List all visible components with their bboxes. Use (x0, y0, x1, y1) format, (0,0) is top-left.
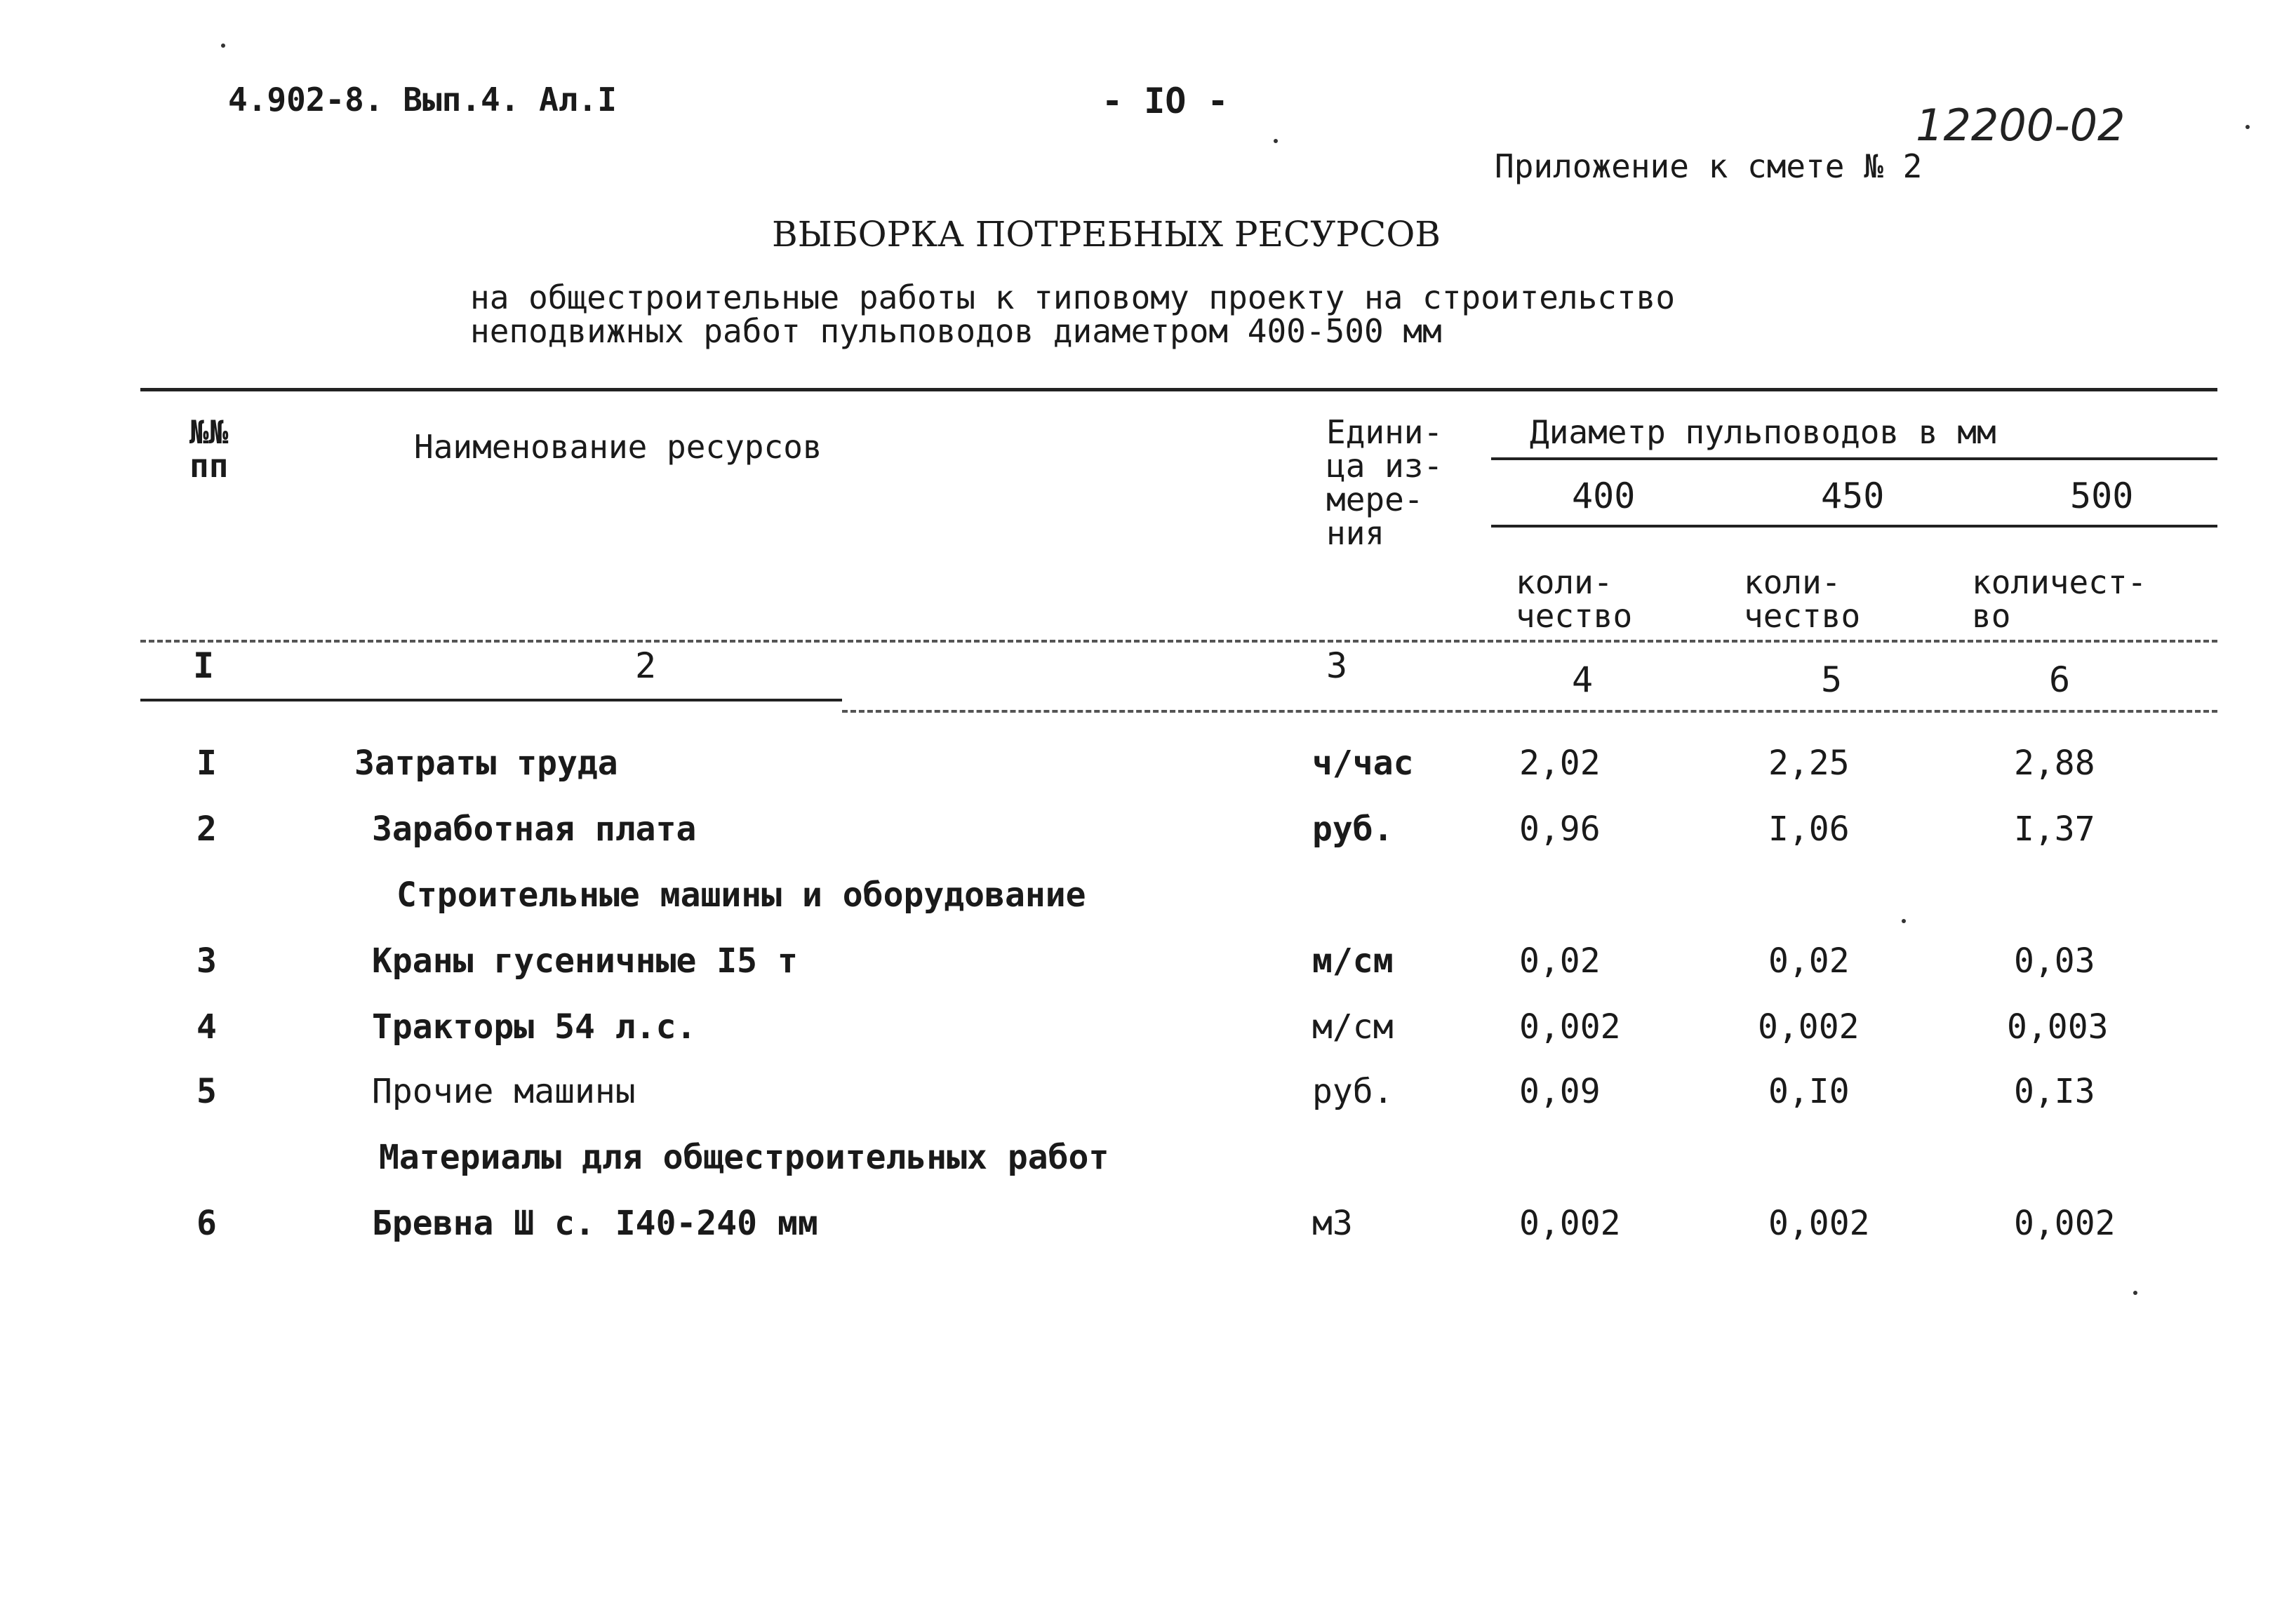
column-number-4: 4 (1572, 659, 1594, 700)
value-450: 2,25 (1768, 744, 1850, 783)
unit: м/см (1312, 941, 1394, 981)
unit: м3 (1312, 1204, 1353, 1243)
row-number: 3 (196, 941, 217, 981)
resource-name: Прочие машины (372, 1072, 636, 1111)
value-400: 0,02 (1519, 941, 1601, 981)
unit: ч/час (1312, 744, 1414, 783)
header-quantity-500: количест- во (1972, 563, 2147, 635)
header-unit: Едини- ца из- мере- ния (1326, 413, 1443, 552)
column-numbers-rule-left (140, 699, 842, 701)
value-400: 0,002 (1519, 1204, 1621, 1243)
scan-speck (1274, 139, 1278, 143)
table-row (0, 744, 2296, 793)
resource-name: Тракторы 54 л.с. (372, 1007, 697, 1047)
header-quantity-400: коли- чество (1516, 563, 1633, 635)
header-diameter-450: 450 (1821, 476, 1885, 516)
scan-speck (2245, 125, 2250, 129)
value-450: I,06 (1768, 810, 1850, 849)
value-400: 2,02 (1519, 744, 1601, 783)
scan-speck (221, 43, 225, 48)
appendix-label: Приложение к смете № 2 (1495, 147, 1923, 185)
table-row (0, 1204, 2296, 1253)
page-subtitle (470, 278, 1676, 350)
unit: м/см (1312, 1007, 1394, 1047)
value-500: 2,88 (2014, 744, 2095, 783)
table-row (0, 941, 2296, 991)
header-number: №№ пп (189, 413, 229, 485)
header-diameter-500: 500 (2070, 476, 2134, 516)
value-500: I,37 (2014, 810, 2095, 849)
value-450: 0,I0 (1768, 1072, 1850, 1111)
diameter-values-rule (1491, 525, 2217, 528)
value-400: 0,002 (1519, 1007, 1621, 1047)
table-top-rule (140, 388, 2217, 391)
unit: руб. (1312, 810, 1394, 849)
table-row (0, 1007, 2296, 1056)
resource-name: Бревна Ш с. I40-240 мм (372, 1204, 818, 1243)
value-500: 0,I3 (2014, 1072, 2095, 1111)
table-row (0, 1072, 2296, 1121)
value-500: 0,03 (2014, 941, 2095, 981)
value-500: 0,002 (2014, 1204, 2116, 1243)
header-diameter-group: Диаметр пульповодов в мм (1530, 413, 1996, 451)
page-number: - IO - (1102, 81, 1229, 121)
resource-name: Заработная плата (372, 810, 697, 849)
value-500: 0,003 (2007, 1007, 2109, 1047)
header-bottom-rule (140, 640, 2217, 643)
section-heading-machines: Строительные машины и оборудование (396, 875, 1086, 915)
header-resource-name: Наименование ресурсов (414, 428, 822, 466)
value-400: 0,96 (1519, 810, 1601, 849)
column-number-6: 6 (2049, 659, 2071, 700)
row-number: 2 (196, 810, 217, 849)
header-quantity-450: коли- чество (1744, 563, 1861, 635)
scan-speck (2133, 1291, 2137, 1295)
row-number: 6 (196, 1204, 217, 1243)
column-numbers-rule-right (842, 710, 2217, 713)
subtitle-line-1: на общестроительные работы к типовому проекту на строительство (470, 278, 1676, 316)
resource-name: Краны гусеничные I5 т (372, 941, 798, 981)
value-450: 0,02 (1768, 941, 1850, 981)
column-number-3: 3 (1326, 645, 1348, 686)
unit: руб. (1312, 1072, 1394, 1111)
handwritten-stamp-number: 12200-02 (1916, 100, 2125, 151)
row-number: 4 (196, 1007, 217, 1047)
value-400: 0,09 (1519, 1072, 1601, 1111)
resource-name: Затраты труда (354, 744, 618, 783)
page-title: ВЫБОРКА ПОТРЕБНЫХ РЕСУРСОВ (772, 214, 1441, 255)
value-450: 0,002 (1768, 1204, 1870, 1243)
column-number-2: 2 (635, 645, 657, 686)
row-number: 5 (196, 1072, 217, 1111)
section-heading-materials: Материалы для общестроительных работ (379, 1138, 1109, 1177)
column-number-5: 5 (1821, 659, 1843, 700)
value-450: 0,002 (1758, 1007, 1860, 1047)
column-number-1: I (193, 645, 215, 686)
row-number: I (196, 744, 217, 783)
scan-speck (1902, 919, 1906, 923)
diameter-group-rule (1491, 457, 2217, 460)
subtitle-line-2: неподвижных работ пульповодов диаметром 400-500 мм (470, 312, 1442, 350)
header-diameter-400: 400 (1572, 476, 1636, 516)
table-row (0, 810, 2296, 859)
document-code: 4.902-8. Вып.4. Ал.I (228, 81, 617, 119)
